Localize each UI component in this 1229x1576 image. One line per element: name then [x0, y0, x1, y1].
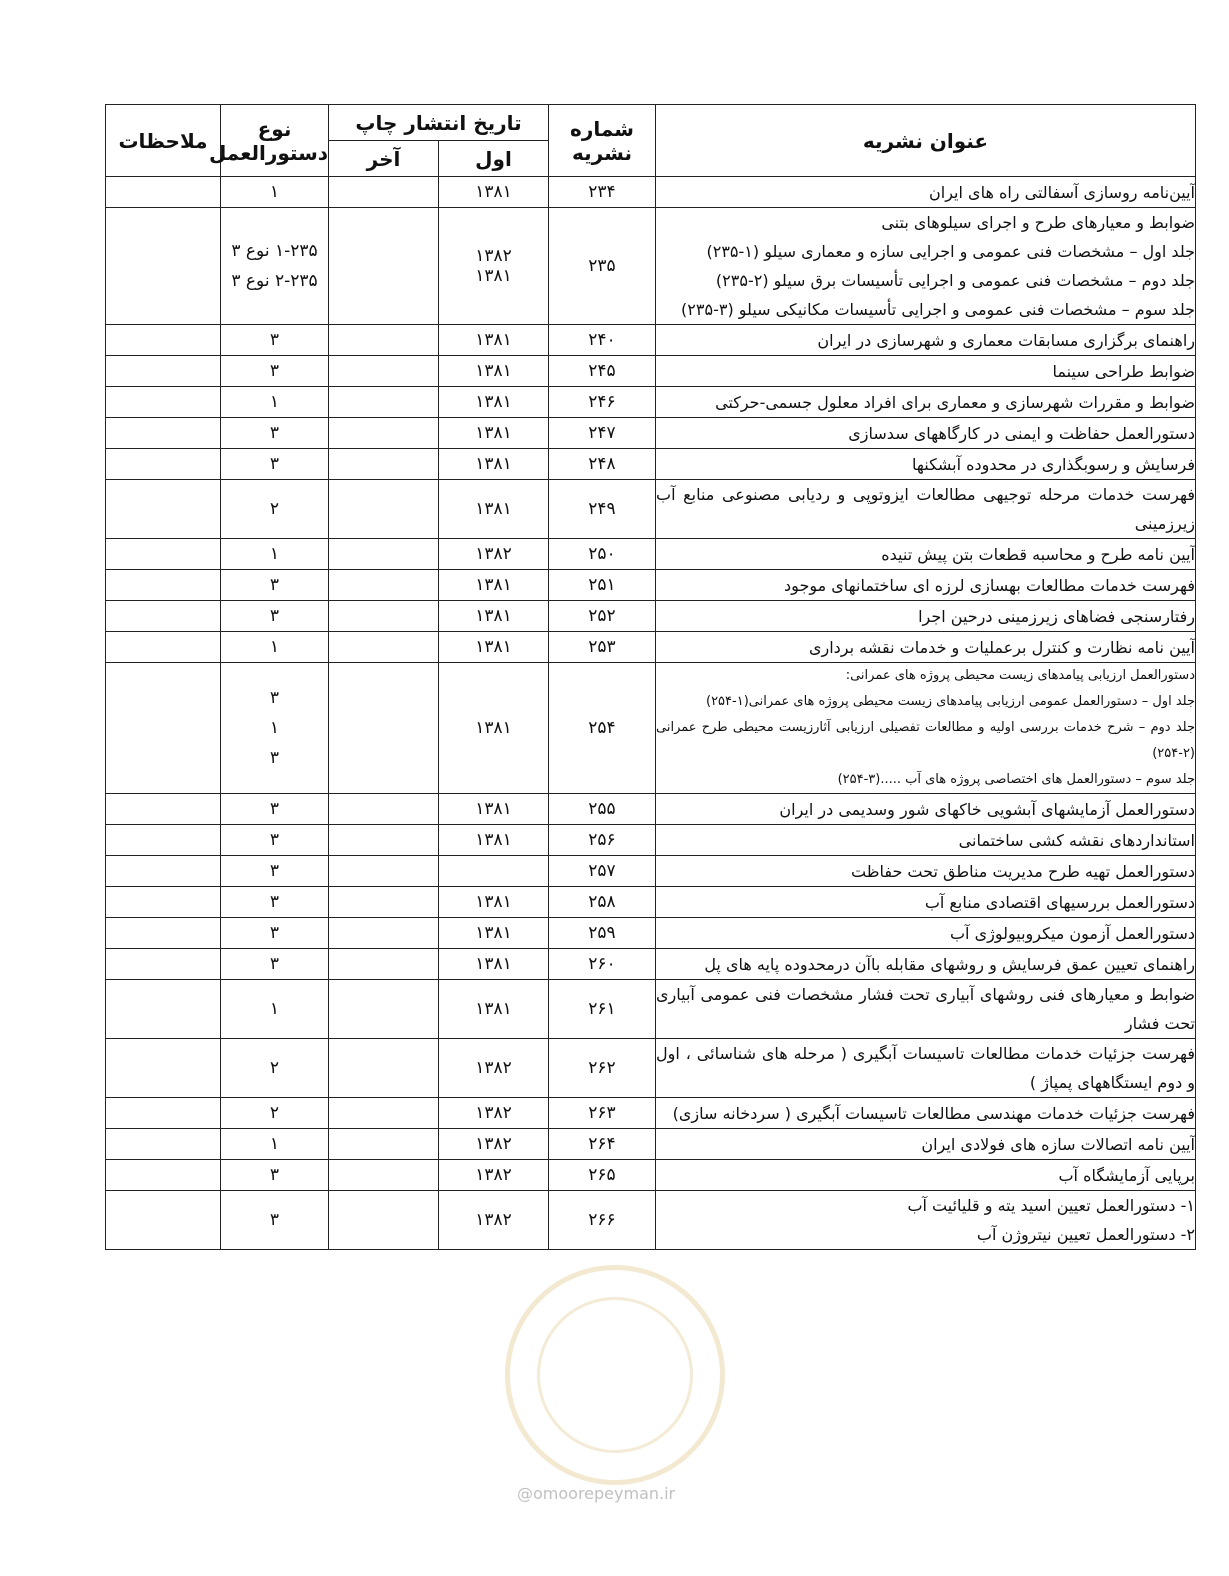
table-row: [106, 177, 1196, 208]
header-number: [549, 105, 656, 177]
watermark-text: @omoorepeyman.ir: [517, 1484, 676, 1503]
instruction-type-line: ۳: [269, 454, 280, 474]
instruction-type: [221, 632, 329, 663]
publication-number: ۲۶۰: [549, 949, 656, 980]
publication-title: [656, 856, 1196, 887]
publication-title-line: آیین نامه اتصالات سازه های فولادی ایران: [921, 1134, 1195, 1154]
first-print-date: [439, 949, 549, 980]
publication-title-line: فهرست جزئیات خدمات مهندسی مطالعات تاسیسات آبگیری ( سردخانه سازی): [672, 1103, 1195, 1123]
last-print-date: [329, 177, 439, 208]
publication-title: [656, 1129, 1196, 1160]
first-print-date: [439, 1098, 549, 1129]
publication-title-line: جلد سوم – دستورالعمل های اختصاصی پروژه های آب .....(۳-۲۵۴): [837, 772, 1195, 787]
first-print-date-line: ۱۳۸۱: [475, 575, 512, 595]
publication-number: ۲۵۰: [549, 539, 656, 570]
publication-number: ۲۶۵: [549, 1160, 656, 1191]
instruction-type: [221, 663, 329, 794]
header-date-group: تاریخ انتشار چاپ: [329, 105, 549, 141]
first-print-date-line: ۱۳۸۲: [475, 1058, 512, 1078]
first-print-date: [439, 887, 549, 918]
last-print-date: [329, 1098, 439, 1129]
table-row: [106, 570, 1196, 601]
publication-number: ۲۶۱: [549, 980, 656, 1039]
first-print-date: [439, 449, 549, 480]
table-row: [106, 1129, 1196, 1160]
publication-title: [656, 1191, 1196, 1250]
header-type: [208, 105, 329, 177]
first-print-date-line: ۱۳۸۲: [475, 246, 512, 266]
last-print-date: [329, 918, 439, 949]
instruction-type: [221, 601, 329, 632]
notes-cell: [106, 825, 221, 856]
instruction-type-line: ۱: [269, 637, 280, 657]
header-title: عنوان نشریه: [656, 105, 1196, 177]
first-print-date-line: ۱۳۸۱: [475, 454, 512, 474]
instruction-type-line: ۳: [269, 954, 280, 974]
publication-number: ۲۳۴: [549, 177, 656, 208]
notes-cell: [106, 570, 221, 601]
first-print-date-line: ۱۳۸۱: [475, 718, 512, 738]
notes-cell: [106, 856, 221, 887]
publication-title-line: ضوابط و معیارهای طرح و اجرای سیلوهای بتنی: [881, 213, 1195, 232]
publication-number: ۲۵۱: [549, 570, 656, 601]
publication-title-line: فرسایش و رسوبگذاری در محدوده آبشکنها: [911, 454, 1195, 474]
instruction-type-line: ۳: [269, 1210, 280, 1230]
first-print-date: [439, 794, 549, 825]
table-row: [106, 1160, 1196, 1191]
publication-title-line: جلد اول – دستورالعمل عمومی ارزیابی پیامدهای زیست محیطی پروژه های عمرانی(۱-۲۵۴): [705, 694, 1195, 709]
last-print-date: [329, 480, 439, 539]
first-print-date-line: ۱۳۸۲: [475, 1210, 512, 1230]
last-print-date: [329, 601, 439, 632]
publication-number: ۲۵۶: [549, 825, 656, 856]
publication-title: [656, 177, 1196, 208]
first-print-date-line: ۱۳۸۱: [475, 923, 512, 943]
instruction-type: [221, 480, 329, 539]
last-print-date: [329, 1191, 439, 1250]
publication-number: ۲۵۲: [549, 601, 656, 632]
header-notes: ملاحظات: [106, 105, 221, 177]
publication-title: [656, 825, 1196, 856]
instruction-type-line: ۳: [269, 830, 280, 850]
instruction-type: [221, 887, 329, 918]
publication-title-line: جلد دوم – شرح خدمات بررسی اولیه و مطالعات تفصیلی ارزیابی آثارزیست محیطی طرح عمرانی (۲-۲۵۴): [656, 720, 1195, 761]
first-print-date-line: ۱۳۸۱: [475, 606, 512, 626]
publication-title-line: راهنمای تعیین عمق فرسایش و روشهای مقابله باآن درمحدوده پایه های پل: [704, 954, 1195, 974]
publication-title: [656, 418, 1196, 449]
last-print-date: [329, 1039, 439, 1098]
first-print-date-line: ۱۳۸۲: [475, 1134, 512, 1154]
publication-title: [656, 1039, 1196, 1098]
first-print-date-line: ۱۳۸۱: [475, 361, 512, 381]
publication-number: ۲۴۶: [549, 387, 656, 418]
instruction-type-line: ۲: [269, 1103, 280, 1123]
notes-cell: [106, 601, 221, 632]
publication-title-line: دستورالعمل آزمایشهای آبشویی خاکهای شور وسدیمی در ایران: [779, 799, 1195, 819]
instruction-type-line: ۲: [269, 499, 280, 519]
publication-title-line: راهنمای برگزاری مسابقات معماری و شهرسازی در ایران: [817, 330, 1195, 350]
publication-title-line: ۱- دستورالعمل تعیین اسید یته و قلیائیت آب: [907, 1196, 1195, 1215]
publication-number: ۲۴۰: [549, 325, 656, 356]
table-row: [106, 539, 1196, 570]
notes-cell: [106, 356, 221, 387]
publication-title: [656, 570, 1196, 601]
header-number-line2: نشریه: [572, 140, 632, 165]
first-print-date: [439, 980, 549, 1039]
table-row: [106, 449, 1196, 480]
publication-title: [656, 887, 1196, 918]
instruction-type: [221, 980, 329, 1039]
first-print-date: [439, 539, 549, 570]
publication-title-line: جلد سوم – مشخصات فنی عمومی و اجرایی تأسیسات مکانیکی سیلو (۳-۲۳۵): [681, 300, 1195, 319]
publication-title: [656, 387, 1196, 418]
table-row: [106, 918, 1196, 949]
publication-number: ۲۴۵: [549, 356, 656, 387]
publication-number: ۲۶۶: [549, 1191, 656, 1250]
publication-title: [656, 980, 1196, 1039]
instruction-type-line: ۳: [269, 688, 280, 708]
notes-cell: [106, 1098, 221, 1129]
publication-title-line: ضوابط و مقررات شهرسازی و معماری برای افراد معلول جسمی-حرکتی: [715, 392, 1195, 412]
instruction-type: [221, 387, 329, 418]
publication-title: [656, 1098, 1196, 1129]
instruction-type-line: ۳: [269, 423, 280, 443]
publication-number: ۲۵۹: [549, 918, 656, 949]
instruction-type: [221, 794, 329, 825]
instruction-type: [221, 918, 329, 949]
publication-title-line: دستورالعمل ارزیابی پیامدهای زیست محیطی پروژه های عمرانی:: [845, 668, 1195, 683]
first-print-date-line: ۱۳۸۱: [475, 637, 512, 657]
instruction-type: [221, 418, 329, 449]
watermark-seal: [505, 1265, 725, 1485]
publication-title: [656, 918, 1196, 949]
last-print-date: [329, 387, 439, 418]
instruction-type-line: ۳: [269, 799, 280, 819]
instruction-type: [221, 570, 329, 601]
last-print-date: [329, 887, 439, 918]
notes-cell: [106, 918, 221, 949]
last-print-date: [329, 632, 439, 663]
first-print-date: [439, 918, 549, 949]
table-row: [106, 480, 1196, 539]
publications-table: [105, 104, 1196, 1250]
last-print-date: [329, 418, 439, 449]
last-print-date: [329, 325, 439, 356]
last-print-date: [329, 208, 439, 325]
notes-cell: [106, 1191, 221, 1250]
table-row: [106, 418, 1196, 449]
publication-title-line: دستورالعمل تهیه طرح مدیریت مناطق تحت حفاظت: [851, 861, 1195, 881]
instruction-type: [221, 1191, 329, 1250]
last-print-date: [329, 856, 439, 887]
table-row: [106, 601, 1196, 632]
notes-cell: [106, 949, 221, 980]
notes-cell: [106, 449, 221, 480]
publication-number: ۲۳۵: [549, 208, 656, 325]
notes-cell: [106, 887, 221, 918]
instruction-type-line: ۳: [269, 748, 280, 768]
instruction-type-line: ۳: [269, 330, 280, 350]
header-type-line1: نوع: [257, 116, 292, 141]
publication-title: [656, 449, 1196, 480]
publication-title-line: برپایی آزمایشگاه آب: [1058, 1165, 1195, 1185]
publication-title: [656, 949, 1196, 980]
instruction-type-line: ۳: [269, 606, 280, 626]
first-print-date-line: ۱۳۸۱: [475, 182, 512, 202]
table-row: [106, 1098, 1196, 1129]
notes-cell: [106, 480, 221, 539]
table-row: [106, 856, 1196, 887]
publication-number: ۲۵۷: [549, 856, 656, 887]
publication-title-line: آیین نامه طرح و محاسبه قطعات بتن پیش تنیده: [881, 544, 1195, 564]
first-print-date: [439, 663, 549, 794]
publication-title: [656, 632, 1196, 663]
first-print-date-line: ۱۳۸۱: [475, 392, 512, 412]
header-type-line2: دستورالعمل: [208, 140, 328, 165]
instruction-type-line: ۳: [269, 361, 280, 381]
publication-title-line: جلد اول – مشخصات فنی عمومی و اجرایی سازه و معماری سیلو (۱-۲۳۵): [706, 242, 1195, 261]
first-print-date-line: ۱۳۸۱: [475, 423, 512, 443]
publication-number: ۲۴۹: [549, 480, 656, 539]
notes-cell: [106, 1129, 221, 1160]
publication-number: ۲۴۷: [549, 418, 656, 449]
publication-title-line: ۲- دستورالعمل تعیین نیتروژن آب: [976, 1225, 1195, 1244]
instruction-type: [221, 1098, 329, 1129]
first-print-date-line: ۱۳۸۱: [475, 999, 512, 1019]
publication-number: ۲۴۸: [549, 449, 656, 480]
instruction-type: [221, 539, 329, 570]
notes-cell: [106, 794, 221, 825]
instruction-type-line: ۱: [269, 392, 280, 412]
last-print-date: [329, 980, 439, 1039]
first-print-date: [439, 1160, 549, 1191]
notes-cell: [106, 387, 221, 418]
publication-number: ۲۵۳: [549, 632, 656, 663]
instruction-type: [221, 1160, 329, 1191]
publication-title-line: دستورالعمل آزمون میکروبیولوژی آب: [949, 923, 1195, 943]
publication-title-line: دستورالعمل بررسیهای اقتصادی منابع آب: [924, 892, 1195, 912]
first-print-date-line: ۱۳۸۱: [475, 266, 512, 286]
publication-title-line: آیین‌نامه روسازی آسفالتی راه های ایران: [929, 182, 1195, 202]
notes-cell: [106, 539, 221, 570]
publication-title-line: رفتارسنجی فضاهای زیرزمینی درحین اجرا: [918, 606, 1195, 626]
header-date-first: اول: [439, 141, 549, 177]
instruction-type-line: ۳: [269, 1165, 280, 1185]
first-print-date: [439, 1039, 549, 1098]
first-print-date: [439, 208, 549, 325]
first-print-date: [439, 856, 549, 887]
table-row: [106, 949, 1196, 980]
instruction-type: [221, 325, 329, 356]
instruction-type-line: ۱: [269, 718, 280, 738]
first-print-date: [439, 177, 549, 208]
table-row: [106, 325, 1196, 356]
publication-title: [656, 325, 1196, 356]
first-print-date: [439, 325, 549, 356]
last-print-date: [329, 794, 439, 825]
instruction-type: [221, 356, 329, 387]
instruction-type: [221, 825, 329, 856]
header-number-line1: شماره: [570, 116, 634, 141]
notes-cell: [106, 208, 221, 325]
first-print-date: [439, 1129, 549, 1160]
instruction-type-line: ۳: [269, 575, 280, 595]
table-row: [106, 1191, 1196, 1250]
instruction-type: [221, 1039, 329, 1098]
last-print-date: [329, 570, 439, 601]
instruction-type: [221, 177, 329, 208]
first-print-date: [439, 387, 549, 418]
publication-number: ۲۵۴: [549, 663, 656, 794]
first-print-date: [439, 480, 549, 539]
instruction-type-line: ۱: [269, 544, 280, 564]
instruction-type-line: ۳: [269, 892, 280, 912]
instruction-type: [221, 1129, 329, 1160]
publication-title: [656, 539, 1196, 570]
table-row: [106, 663, 1196, 794]
first-print-date: [439, 632, 549, 663]
first-print-date-line: ۱۳۸۱: [475, 499, 512, 519]
instruction-type: [221, 208, 329, 325]
notes-cell: [106, 980, 221, 1039]
instruction-type-line: ۳: [269, 861, 280, 881]
notes-cell: [106, 418, 221, 449]
table-row: [106, 980, 1196, 1039]
last-print-date: [329, 356, 439, 387]
notes-cell: [106, 1160, 221, 1191]
first-print-date: [439, 601, 549, 632]
notes-cell: [106, 177, 221, 208]
table-row: [106, 825, 1196, 856]
publication-number: ۲۶۲: [549, 1039, 656, 1098]
last-print-date: [329, 949, 439, 980]
first-print-date-line: ۱۳۸۱: [475, 330, 512, 350]
publication-title: [656, 208, 1196, 325]
notes-cell: [106, 663, 221, 794]
instruction-type: [221, 449, 329, 480]
instruction-type-line: ۱-۲۳۵ نوع ۳: [231, 241, 318, 261]
table-row: [106, 1039, 1196, 1098]
publication-title-line: ضوابط طراحی سینما: [1052, 361, 1195, 381]
publication-title: [656, 601, 1196, 632]
notes-cell: [106, 632, 221, 663]
first-print-date-line: ۱۳۸۱: [475, 830, 512, 850]
first-print-date-line: ۱۳۸۲: [475, 1103, 512, 1123]
table-row: [106, 632, 1196, 663]
first-print-date-line: ۱۳۸۲: [475, 1165, 512, 1185]
notes-cell: [106, 1039, 221, 1098]
table-row: [106, 356, 1196, 387]
first-print-date: [439, 418, 549, 449]
publication-number: ۲۶۳: [549, 1098, 656, 1129]
last-print-date: [329, 539, 439, 570]
last-print-date: [329, 449, 439, 480]
publication-number: ۲۵۸: [549, 887, 656, 918]
first-print-date: [439, 570, 549, 601]
last-print-date: [329, 1160, 439, 1191]
table-row: [106, 387, 1196, 418]
publication-number: ۲۵۵: [549, 794, 656, 825]
first-print-date-line: ۱۳۸۱: [475, 892, 512, 912]
header-date-last: آخر: [329, 141, 439, 177]
publication-title-line: جلد دوم – مشخصات فنی عمومی و اجرایی تأسیسات برق سیلو (۲-۲۳۵): [715, 271, 1195, 290]
instruction-type: [221, 856, 329, 887]
table-header: [106, 105, 1196, 177]
instruction-type-line: ۳: [269, 923, 280, 943]
publication-number: ۲۶۴: [549, 1129, 656, 1160]
first-print-date-line: ۱۳۸۱: [475, 799, 512, 819]
instruction-type-line: ۲: [269, 1058, 280, 1078]
publication-title-line: فهرست خدمات مطالعات بهسازی لرزه ای ساختمانهای موجود: [784, 575, 1195, 595]
publication-title-line: ضوابط و معیارهای فنی روشهای آبیاری تحت فشار مشخصات فنی عمومی آبیاری تحت فشار: [656, 985, 1195, 1033]
last-print-date: [329, 1129, 439, 1160]
table-body: [106, 177, 1196, 1250]
instruction-type: [221, 949, 329, 980]
publication-title-line: آیین نامه نظارت و کنترل برعملیات و خدمات نقشه برداری: [808, 637, 1195, 657]
publication-title: [656, 663, 1196, 794]
publication-title-line: فهرست جزئیات خدمات مطالعات تاسیسات آبگیری ( مرحله های شناسائی ، اول و دوم ایستگاههای پمپاژ ): [656, 1044, 1195, 1092]
last-print-date: [329, 663, 439, 794]
publication-title-line: استانداردهای نقشه کشی ساختمانی: [958, 830, 1195, 850]
first-print-date: [439, 356, 549, 387]
publication-title: [656, 794, 1196, 825]
notes-cell: [106, 325, 221, 356]
publication-title: [656, 356, 1196, 387]
publication-title: [656, 1160, 1196, 1191]
table-row: [106, 208, 1196, 325]
first-print-date: [439, 1191, 549, 1250]
instruction-type-line: ۱: [269, 999, 280, 1019]
instruction-type-line: ۱: [269, 1134, 280, 1154]
table-row: [106, 887, 1196, 918]
table-row: [106, 794, 1196, 825]
instruction-type-line: ۱: [269, 182, 280, 202]
first-print-date: [439, 825, 549, 856]
last-print-date: [329, 825, 439, 856]
publication-title-line: دستورالعمل حفاظت و ایمنی در کارگاههای سدسازی: [848, 423, 1195, 443]
first-print-date-line: ۱۳۸۱: [475, 954, 512, 974]
publication-title: [656, 480, 1196, 539]
publication-title-line: فهرست خدمات مرحله توجیهی مطالعات ایزوتوپی و ردیابی مصنوعی منابع آب زیرزمینی: [656, 485, 1195, 533]
instruction-type-line: ۲-۲۳۵ نوع ۳: [231, 271, 318, 291]
first-print-date-line: ۱۳۸۲: [475, 544, 512, 564]
